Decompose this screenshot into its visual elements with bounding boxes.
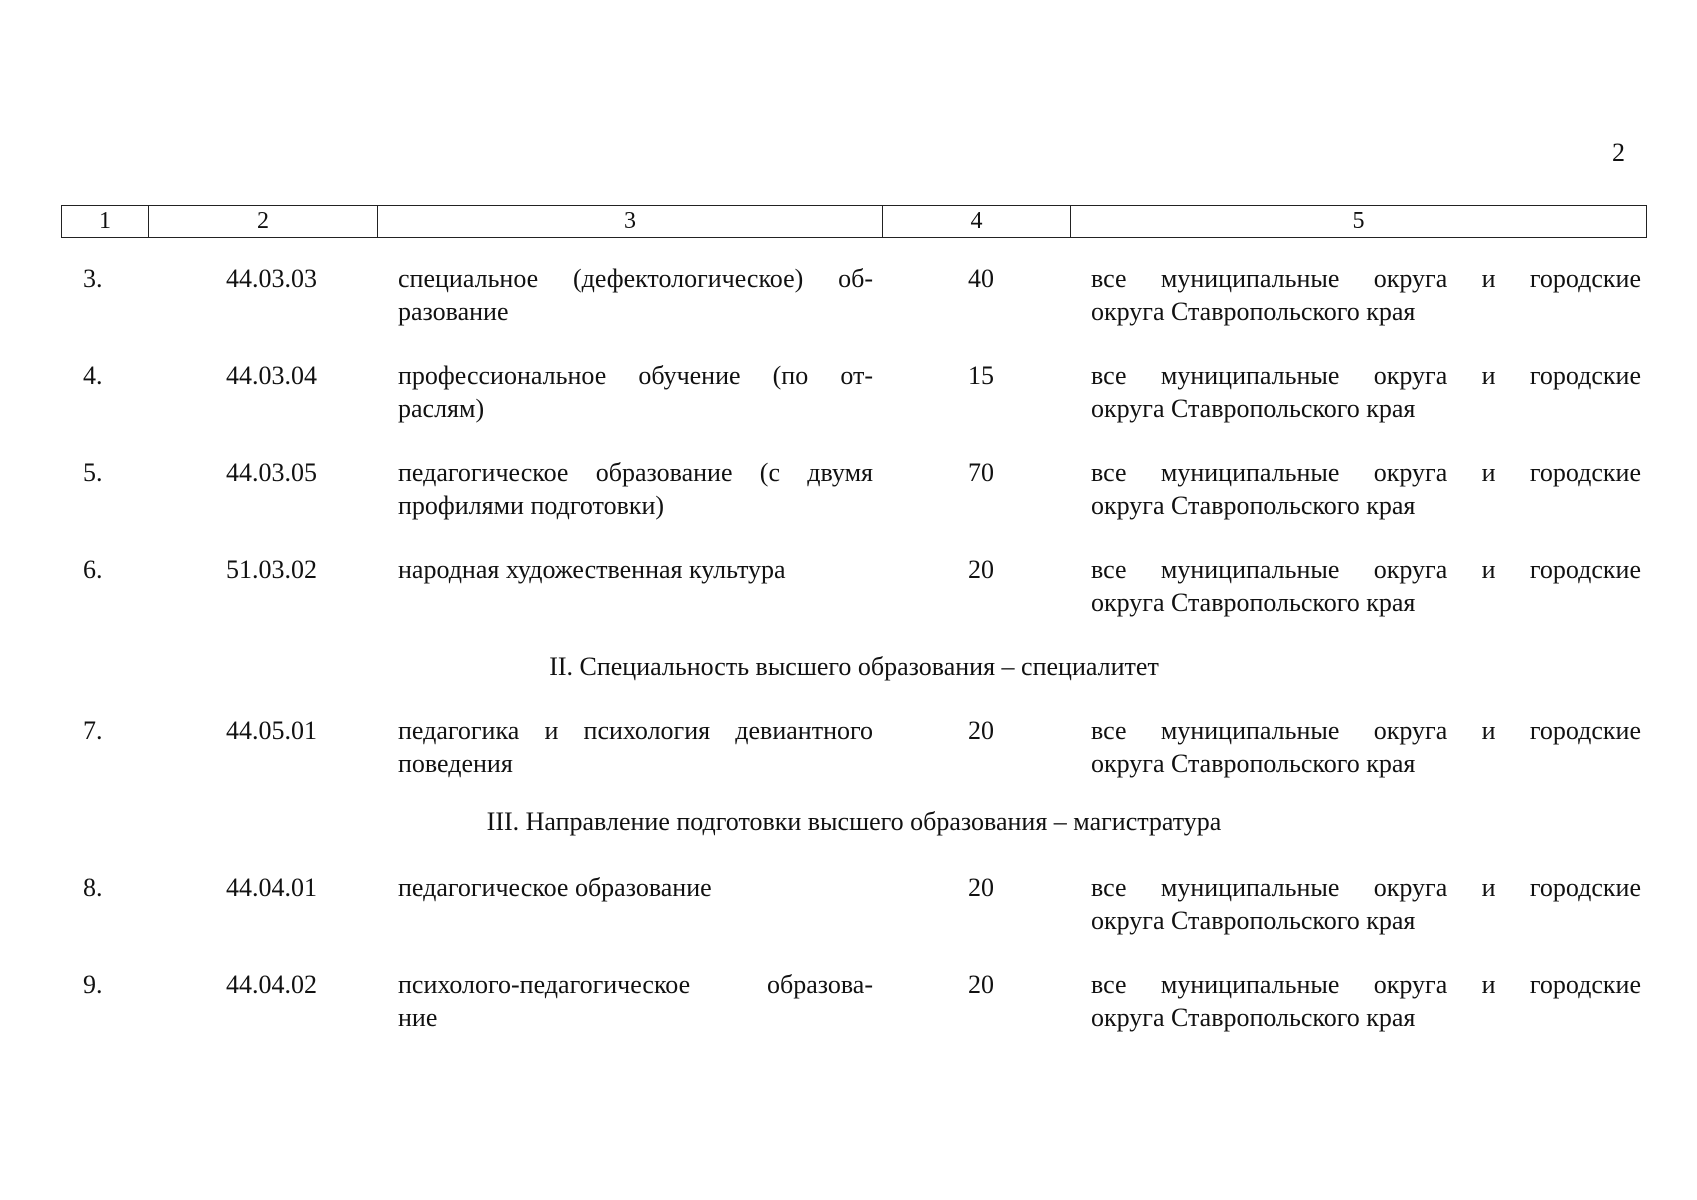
row-area-line: округа Ставропольского края <box>1091 394 1416 423</box>
row-name-line: педагогическое образование (с двумя <box>398 458 873 487</box>
row-number: 4. <box>83 361 103 390</box>
header-col-3: 3 <box>377 206 882 237</box>
row-count: 20 <box>968 873 994 902</box>
row-count: 20 <box>968 555 994 584</box>
row-area-line: округа Ставропольского края <box>1091 491 1416 520</box>
table-row <box>61 456 1647 522</box>
table-row <box>61 968 1647 1034</box>
row-number: 6. <box>83 555 103 584</box>
row-code: 44.04.01 <box>226 873 317 902</box>
row-count: 15 <box>968 361 994 390</box>
row-name <box>376 359 881 425</box>
header-col-1: 1 <box>99 208 111 234</box>
row-area <box>1069 262 1647 328</box>
row-area <box>1069 968 1647 1034</box>
header-col-2: 2 <box>148 206 377 237</box>
row-code: 44.04.02 <box>226 970 317 999</box>
row-name-line: поведения <box>398 749 513 778</box>
row-name <box>376 714 881 780</box>
table-row <box>61 714 1647 780</box>
row-number: 9. <box>83 970 103 999</box>
row-name-line: ние <box>398 1003 438 1032</box>
row-code: 44.03.03 <box>226 264 317 293</box>
row-area-line: округа Ставропольского края <box>1091 588 1416 617</box>
row-name <box>376 968 881 1034</box>
row-area <box>1069 553 1647 619</box>
row-code: 44.03.04 <box>226 361 317 390</box>
row-code: 44.03.05 <box>226 458 317 487</box>
section-title-magistratura: III. Направление подготовки высшего образования – магистратура <box>486 807 1222 836</box>
table-row <box>61 871 1647 937</box>
row-area-line: округа Ставропольского края <box>1091 297 1416 326</box>
row-area-line: все муниципальные округа и городские <box>1091 458 1641 487</box>
row-area-line: все муниципальные округа и городские <box>1091 361 1641 390</box>
row-name <box>376 553 881 619</box>
row-area-line: округа Ставропольского края <box>1091 906 1416 935</box>
row-name-line: педагогическое образование <box>398 873 712 902</box>
header-col-5: 5 <box>1070 206 1646 237</box>
row-count: 70 <box>968 458 994 487</box>
row-count: 20 <box>968 970 994 999</box>
row-name <box>376 262 881 328</box>
row-name-line: специальное (дефектологическое) об- <box>398 264 873 293</box>
row-name-line: педагогика и психология девиантного <box>398 716 873 745</box>
row-code: 44.05.01 <box>226 716 317 745</box>
row-area <box>1069 871 1647 937</box>
row-name-line: раслям) <box>398 394 485 423</box>
row-number: 8. <box>83 873 103 902</box>
row-area-line: все муниципальные округа и городские <box>1091 555 1641 584</box>
table-row <box>61 262 1647 328</box>
section-title-specialitet: II. Специальность высшего образования – специалитет <box>549 652 1159 681</box>
row-area-line: округа Ставропольского края <box>1091 1003 1416 1032</box>
table-body <box>61 262 1647 1034</box>
row-name-line: психолого-педагогическое образова- <box>398 970 873 999</box>
page-number: 2 <box>1612 138 1625 167</box>
row-area <box>1069 456 1647 522</box>
row-number: 7. <box>83 716 103 745</box>
row-count: 40 <box>968 264 994 293</box>
row-name-line: профессиональное обучение (по от- <box>398 361 873 390</box>
table-row <box>61 359 1647 425</box>
row-name <box>376 871 881 937</box>
row-area-line: все муниципальные округа и городские <box>1091 264 1641 293</box>
row-area <box>1069 714 1647 780</box>
table-row <box>61 553 1647 619</box>
row-name-line: разование <box>398 297 509 326</box>
row-area <box>1069 359 1647 425</box>
row-area-line: округа Ставропольского края <box>1091 749 1416 778</box>
row-name-line: профилями подготовки) <box>398 491 665 520</box>
row-area-line: все муниципальные округа и городские <box>1091 970 1641 999</box>
table-header <box>61 205 1647 238</box>
row-number: 5. <box>83 458 103 487</box>
row-number: 3. <box>83 264 103 293</box>
header-col-4: 4 <box>882 206 1070 237</box>
row-code: 51.03.02 <box>226 555 317 584</box>
row-count: 20 <box>968 716 994 745</box>
row-area-line: все муниципальные округа и городские <box>1091 873 1641 902</box>
row-name-line: народная художественная культура <box>398 555 786 584</box>
row-name <box>376 456 881 522</box>
row-area-line: все муниципальные округа и городские <box>1091 716 1641 745</box>
